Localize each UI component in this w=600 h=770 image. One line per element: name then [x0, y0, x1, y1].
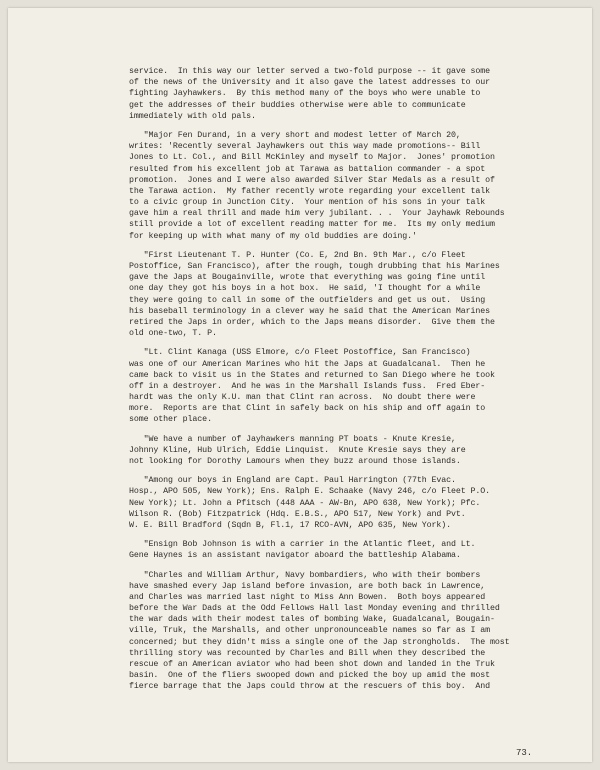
text-line: concerned; but they didn't miss a single one of the Jap strongholds. The most: [129, 637, 510, 647]
text-line: rescue of an American aviator who had been shot down and landed in the Truk: [129, 660, 495, 669]
text-line: hardt was the only K.U. man that Clint ran across. No doubt there were: [129, 393, 476, 403]
text-line: get the addresses of their buddies otherwise were able to communicate: [129, 100, 466, 110]
text-line: ville, Truk, the Marshalls, and other unpronounceable names so far as I am: [129, 626, 491, 636]
text-line: off in a destroyer. And he was in the Marshall Islands fuss. Fred Eber-: [129, 381, 486, 391]
text-line: Johnny Kline, Hub Ulrich, Eddie Linquist. Knute Kresie says they are: [129, 445, 466, 455]
text-line: of the news of the University and it also gave the latest addresses to our: [129, 78, 491, 88]
text-line: "Charles and William Arthur, Navy bombardiers, who with their bombers: [129, 570, 481, 580]
text-line: Postoffice, San Francisco), after the rough, tough drubbing that his Marines: [129, 262, 500, 271]
text-line: promotion. Jones and I were also awarded Silver Star Medals as a result of: [129, 175, 495, 185]
text-line: "Among our boys in England are Capt. Paul Harrington (77th Evac.: [129, 476, 456, 486]
paragraph: [129, 347, 529, 425]
text-line: New York); Lt. John a Pfitsch (448 AAA - AW-Bn, APO 638, New York); Pfc.: [129, 498, 481, 508]
text-line: before the War Dads at the Odd Fellows Hall last Monday evening and thrilled: [129, 604, 500, 614]
text-line: more. Reports are that Clint in safely back on his ship and off again to: [129, 404, 486, 414]
text-line: basin. One of the fliers swooped down and picked the boy up amid the most: [129, 671, 491, 681]
text-line: and Charles was married last night to Miss Ann Bowen. Both boys appeared: [129, 592, 486, 602]
paragraph: [129, 66, 529, 122]
paragraph: [129, 475, 529, 531]
text-line: Jones to Lt. Col., and Bill McKinley and myself to Major. Jones' promotion: [129, 153, 495, 163]
text-line: they were going to call in some of the outfielders and get us out. Using: [129, 295, 486, 305]
text-line: fierce barrage that the Japs could throw at the rescuers of this boy. And: [129, 682, 491, 692]
typed-text-body: [129, 66, 529, 701]
text-line: "We have a number of Jayhawkers manning PT boats - Knute Kresie,: [129, 434, 456, 444]
text-line: retired the Japs in order, which to the Japs means disorder. Give them the: [129, 317, 495, 327]
text-line: writes: 'Recently several Jayhawkers out this way made promotions-- Bill: [129, 142, 481, 152]
text-line: not looking for Dorothy Lamours when they buzz around those islands.: [129, 457, 461, 466]
text-line: some other place.: [129, 415, 212, 425]
text-line: "Ensign Bob Johnson is with a carrier in the Atlantic fleet, and Lt.: [129, 540, 476, 550]
paragraph: [129, 130, 529, 242]
text-line: Hosp., APO 505, New York); Ens. Ralph E. Schaake (Navy 246, c/o Fleet P.O.: [129, 487, 491, 497]
paragraph: [129, 570, 529, 693]
text-line: gave him a real thrill and made him very jubilant. . . Your Jayhawk Rebounds: [129, 209, 505, 219]
text-line: "First Lieutenant T. P. Hunter (Co. E, 2nd Bn. 9th Mar., c/o Fleet: [129, 250, 466, 260]
text-line: service. In this way our letter served a two-fold purpose -- it gave some: [129, 67, 491, 76]
text-line: Gene Haynes is an assistant navigator aboard the battleship Alabama.: [129, 551, 461, 561]
text-line: fighting Jayhawkers. By this method many of the boys who were unable to: [129, 89, 481, 99]
text-line: resulted from his excellent job at Tarawa as battalion commander - a spot: [129, 164, 486, 174]
text-line: to a civic group in Junction City. Your mention of his sons in your talk: [129, 198, 486, 208]
text-line: W. E. Bill Bradford (Sqdn B, Fl.1, 17 RCO-AVN, APO 635, New York).: [129, 520, 452, 530]
text-line: came back to visit us in the States and returned to San Diego where he took: [129, 370, 495, 380]
paragraph: [129, 539, 529, 561]
text-line: thrilling story was recounted by Charles and Bill when they described the: [129, 648, 486, 658]
text-line: still provide a lot of excellent reading matter for me. Its my only medium: [129, 220, 495, 230]
text-line: was one of our American Marines who hit the Japs at Guadalcanal. Then he: [129, 359, 486, 369]
text-line: Wilson R. (Bob) Fitzpatrick (Hdq. E.B.S., APO 517, New York) and Pvt.: [129, 509, 466, 519]
document-page: [8, 8, 592, 762]
paragraph: [129, 250, 529, 340]
text-line: his baseball terminology in a clever way he said that the American Marines: [129, 306, 491, 316]
text-line: one day they got his boys in a hot box. He said, 'I thought for a while: [129, 284, 481, 294]
text-line: immediately with old pals.: [129, 111, 256, 121]
text-line: gave the Japs at Bougainville, wrote that everything was going fine until: [129, 273, 486, 283]
text-line: "Major Fen Durand, in a very short and modest letter of March 20,: [129, 130, 461, 140]
text-line: have smashed every Jap island before invasion, are both back in Lawrence,: [129, 581, 486, 591]
page-number: 73.: [516, 748, 533, 758]
paragraph: [129, 434, 529, 468]
text-line: the war dads with their modest tales of bombing Wake, Guadalcanal, Bougain-: [129, 615, 495, 625]
text-line: old one-two, T. P.: [129, 329, 217, 339]
text-line: for keeping up with what many of my old buddies are doing.': [129, 231, 417, 241]
text-line: the Tarawa action. My father recently wrote regarding your excellent talk: [129, 186, 491, 196]
text-line: "Lt. Clint Kanaga (USS Elmore, c/o Fleet Postoffice, San Francisco): [129, 348, 471, 358]
